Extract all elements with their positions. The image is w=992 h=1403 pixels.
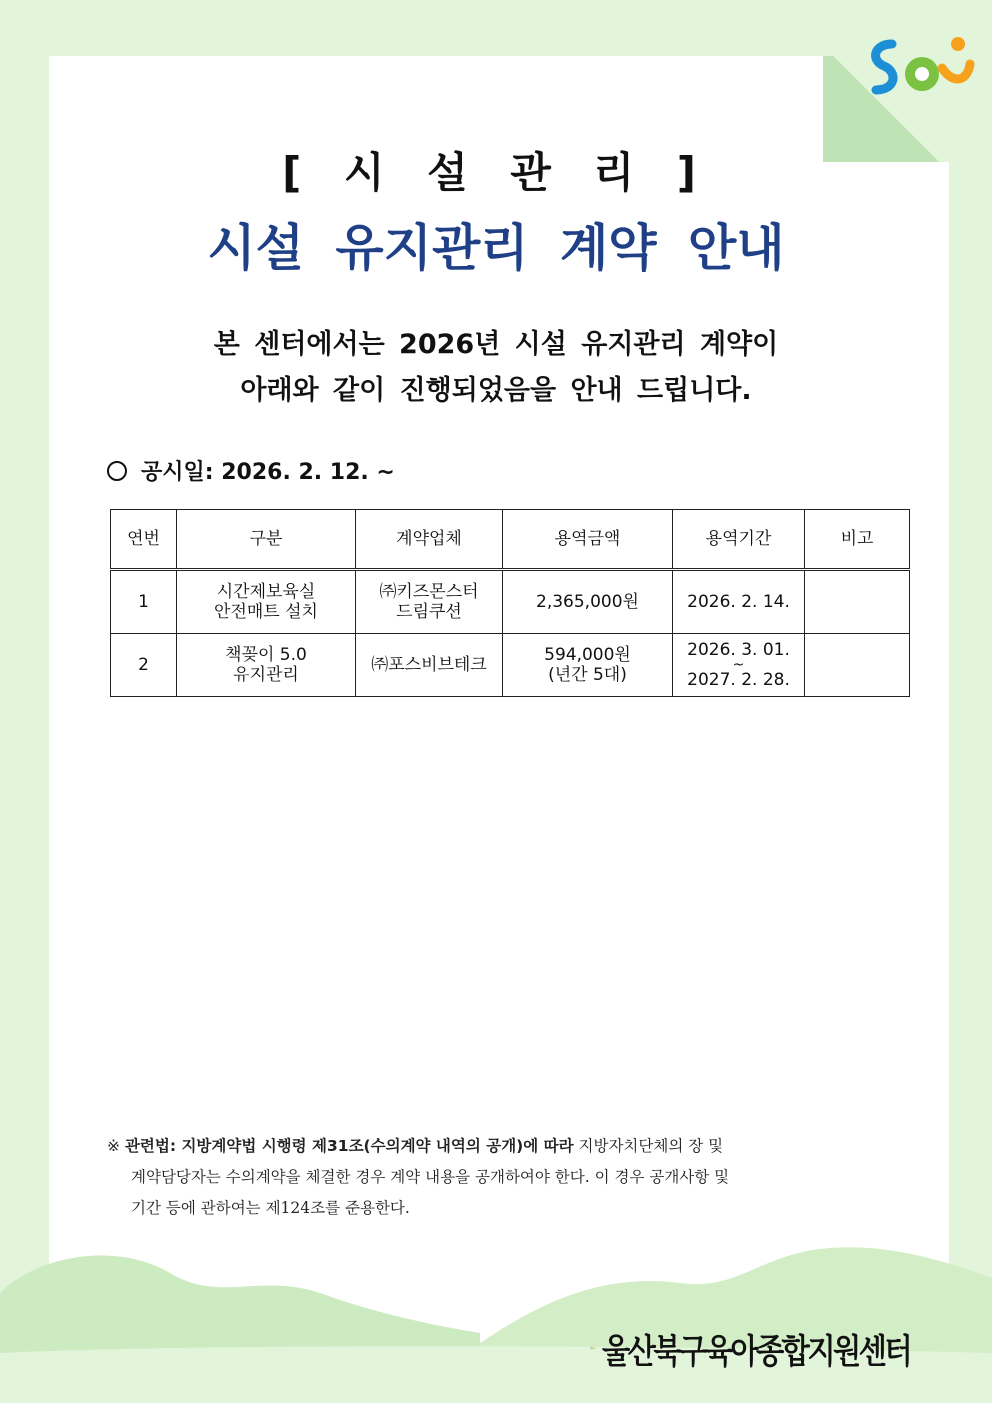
header-vendor: 계약업체 xyxy=(356,510,503,570)
page-title: 시설 유지관리 계약 안내 xyxy=(207,219,785,277)
organization-name: 울산북구육아종합지원센터 xyxy=(601,1331,910,1372)
header-period: 용역기간 xyxy=(673,510,805,570)
cell-category: 시간제보육실 안전매트 설치 xyxy=(177,570,356,634)
table-row xyxy=(111,570,910,634)
category-title: [ 시 설 관 리 ] xyxy=(282,148,710,197)
intro-line-2: 아래와 같이 진행되었음을 안내 드립니다. xyxy=(240,375,752,406)
notice-date-text: 공시일: 2026. 2. 12. ~ xyxy=(141,460,395,485)
center-logo-icon xyxy=(862,30,978,102)
contract-table xyxy=(110,509,910,697)
intro-text xyxy=(0,322,992,414)
cell-vendor: ㈜키즈몬스터 드림쿠션 xyxy=(356,570,503,634)
notice-date xyxy=(107,455,395,486)
header-no: 연번 xyxy=(111,510,177,570)
footnote-line-1-rest: 지방자치단체의 장 및 xyxy=(573,1137,724,1155)
center-logo-icon xyxy=(590,1319,596,1377)
cell-amount: 2,365,000원 xyxy=(503,570,673,634)
cell-no: 2 xyxy=(111,634,177,697)
cell-note xyxy=(805,570,910,634)
footnote-line-2: 계약담당자는 수의계약을 체결한 경우 계약 내용을 공개하여야 한다. 이 경우 공개사항 및 xyxy=(131,1168,730,1186)
footnote-line-3: 기간 등에 관하여는 제124조를 준용한다. xyxy=(131,1199,410,1217)
organization-signature xyxy=(590,1318,960,1378)
cell-period: 2026. 2. 14. xyxy=(673,570,805,634)
table-row xyxy=(111,634,910,697)
header-amount: 용역금액 xyxy=(503,510,673,570)
table-header-row xyxy=(111,510,910,570)
cell-vendor: ㈜포스비브테크 xyxy=(356,634,503,697)
header-category: 구분 xyxy=(177,510,356,570)
footnote-line-1 xyxy=(107,1131,897,1162)
cell-period: 2026. 3. 01. ~ 2027. 2. 28. xyxy=(673,634,805,697)
cell-no: 1 xyxy=(111,570,177,634)
cell-category: 책꽂이 5.0 유지관리 xyxy=(177,634,356,697)
legal-footnote xyxy=(107,1131,897,1224)
intro-line-1: 본 센터에서는 2026년 시설 유지관리 계약이 xyxy=(213,329,779,360)
footnote-bold-text: 관련법: 지방계약법 시행령 제31조(수의계약 내역의 공개)에 따라 xyxy=(124,1137,574,1155)
reference-mark: ※ xyxy=(107,1137,120,1155)
circle-bullet-icon xyxy=(107,461,127,481)
header-note: 비고 xyxy=(805,510,910,570)
cell-amount: 594,000원 (년간 5대) xyxy=(503,634,673,697)
cell-note xyxy=(805,634,910,697)
